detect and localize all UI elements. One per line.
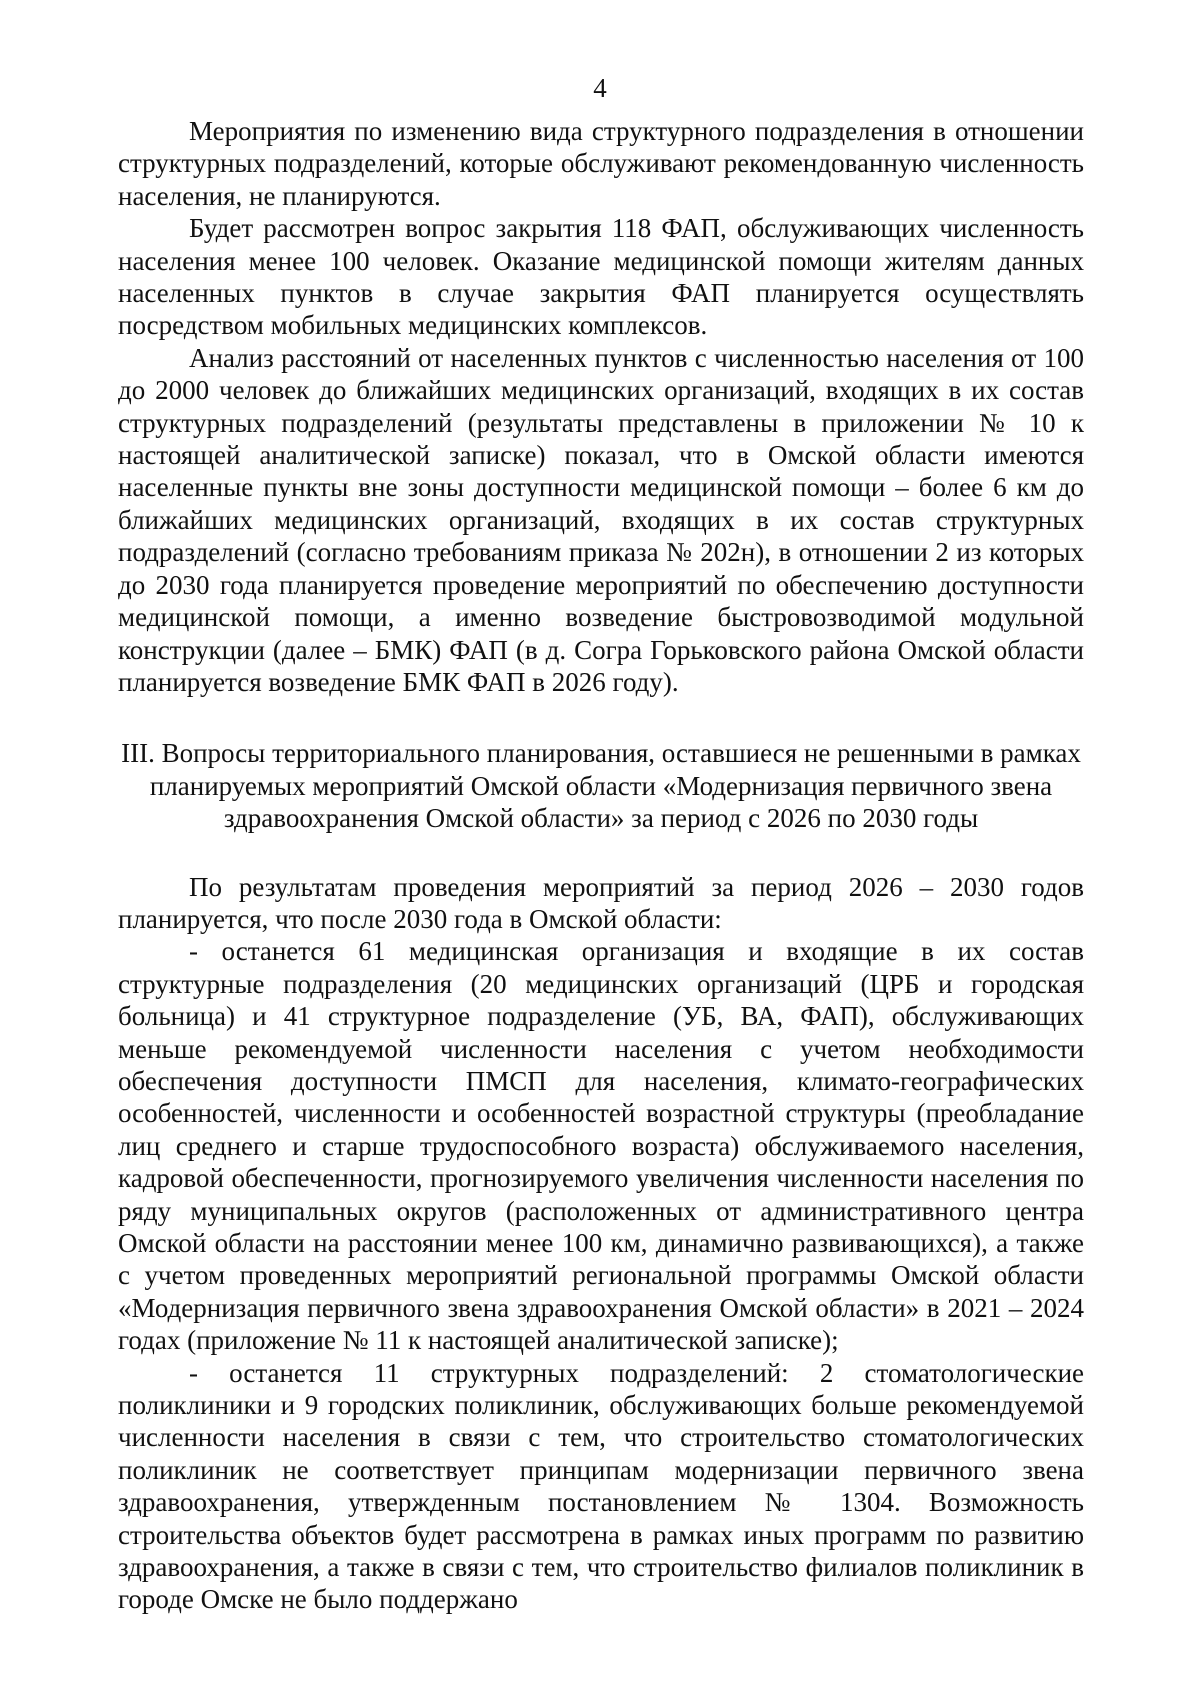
paragraph-fap-closure: Будет рассмотрен вопрос закрытия 118 ФАП, обслуживающих численность населения менее 100 человек. Оказание медицинской помощи жителям данных населенных пунктов в случае закрытия ФАП планируется осуществлять посредством мобильных медицинских комплексов. (118, 213, 1084, 341)
page-number: 4 (593, 73, 607, 103)
list-item-61-organizations: - останется 61 медицинская организация и входящие в их состав структурные подразделения (20 медицинских организаций (ЦРБ и городская больница) и 41 структурное подразделение (УБ, ВА, ФАП), обслуживающих меньше рекомендуемой численности населения с учетом необходимости обеспечения доступности ПМСП для населения, климато-географических особенностей, численности и особенностей возрастной структуры (преобладание лиц среднего и старше трудоспособного возраста) обслуживаемого населения, кадровой обеспеченности, прогнозируемого увеличения численности населения по ряду муниципальных округов (расположенных от административного центра Омской области на расстоянии менее 100 км, динамично развивающихся), а также с учетом проведенных мероприятий региональной программы Омской области «Модернизация первичного звена здравоохранения Омской области» в 2021 – 2024 годах (приложение № 11 к настоящей аналитической записке); (118, 936, 1084, 1356)
section-heading-line: III. Вопросы территориального планирования, оставшиеся не решенными в рамках (121, 738, 1081, 769)
paragraph-results-intro: По результатам проведения мероприятий за период 2026 – 2030 годов планируется, что после 2030 года в Омской области: (118, 871, 1084, 934)
list-item-11-subdivisions: - останется 11 структурных подразделений: 2 стоматологические поликлиники и 9 городских поликлиник, обслуживающих больше рекомендуемой численности населения в связи с тем, что строительство стоматологических поликлиник не соответствует принципам модернизации первичного звена здравоохранения, утвержденным постановлением № 1304. Возможность строительства объектов будет рассмотрена в рамках иных программ по развитию здравоохранения, а также в связи с тем, что строительство филиалов поликлиник в городе Омске не было поддержано (118, 1357, 1084, 1615)
document-body (118, 115, 1084, 1616)
paragraph-distance-analysis: Анализ расстояний от населенных пунктов с численностью населения от 100 до 2000 человек до ближайших медицинских организаций, входящих в их состав структурных подразделений (результаты представлены в приложении № 10 к настоящей аналитической записке) показал, что в Омской области имеются населенные пункты вне зоны доступности медицинской помощи – более 6 км до ближайших медицинских организаций, входящих в их состав структурных подразделений (согласно требованиям приказа № 202н), в отношении 2 из которых до 2030 года планируется проведение мероприятий по обеспечению доступности медицинской помощи, а именно возведение быстровозводимой модульной конструкции (далее – БМК) ФАП (в д. Согра Горьковского района Омской области планируется возведение БМК ФАП в 2026 году). (118, 342, 1084, 697)
paragraph-structural-changes: Мероприятия по изменению вида структурного подразделения в отношении структурных подразделений, которые обслуживают рекомендованную численность населения, не планируются. (118, 116, 1084, 211)
section-heading-line: здравоохранения Омской области» за период с 2026 по 2030 годы (223, 803, 979, 834)
section-heading (118, 737, 1084, 834)
section-heading-line: планируемых мероприятий Омской области «Модернизация первичного звена (149, 770, 1053, 801)
